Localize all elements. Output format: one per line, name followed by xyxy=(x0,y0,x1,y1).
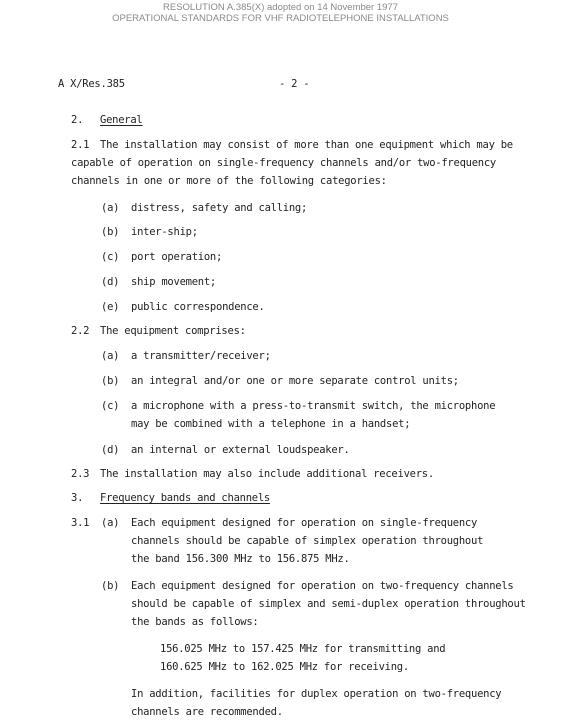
list-label: (c) xyxy=(101,400,120,412)
document-reference: A X/Res.385 xyxy=(58,78,125,90)
list-label: (e) xyxy=(101,301,120,313)
list-item: inter-ship; xyxy=(131,226,198,238)
page-number: - 2 - xyxy=(279,78,310,90)
list-label: (d) xyxy=(101,444,120,456)
list-item: distress, safety and calling; xyxy=(131,202,308,214)
list-item: an internal or external loudspeaker. xyxy=(131,444,350,456)
list-item: public correspondence. xyxy=(131,301,265,313)
list-item: a transmitter/receiver; xyxy=(131,350,271,362)
resolution-header: RESOLUTION A.385(X) adopted on 14 November 1977 xyxy=(163,2,398,13)
list-item-continued: channels are recommended. xyxy=(131,706,283,718)
paragraph-line: channels in one or more of the following categories: xyxy=(71,175,387,187)
paragraph-line: The installation may consist of more than one equipment which may be xyxy=(100,139,513,151)
list-item: Each equipment designed for operation on single-frequency xyxy=(131,517,478,529)
frequency-band: 160.625 MHz to 162.025 MHz for receiving. xyxy=(160,661,409,673)
list-item-continued: may be combined with a telephone in a handset; xyxy=(131,418,411,430)
paragraph-number: 3.1 xyxy=(71,517,90,529)
list-item: ship movement; xyxy=(131,276,217,288)
list-label: (b) xyxy=(101,375,120,387)
list-item: an integral and/or one or more separate control units; xyxy=(131,375,459,387)
list-label: (a) xyxy=(101,350,120,362)
frequency-band: 156.025 MHz to 157.425 MHz for transmitting and xyxy=(160,643,446,655)
standards-header: OPERATIONAL STANDARDS FOR VHF RADIOTELEPHONE INSTALLATIONS xyxy=(112,13,449,24)
list-label: (c) xyxy=(101,251,120,263)
section-number: 3. xyxy=(71,492,84,504)
section-number: 2. xyxy=(71,114,84,126)
paragraph-line: capable of operation on single-frequency channels and/or two-frequency xyxy=(71,157,497,169)
paragraph-line: The equipment comprises: xyxy=(100,325,246,337)
list-label: (a) xyxy=(101,517,120,529)
section-heading: Frequency bands and channels xyxy=(100,492,271,504)
paragraph-number: 2.2 xyxy=(71,325,90,337)
list-item: port operation; xyxy=(131,251,223,263)
list-label: (d) xyxy=(101,276,120,288)
list-item-continued: should be capable of simplex and semi-duplex operation throughout xyxy=(131,598,526,610)
list-item-continued: the band 156.300 MHz to 156.875 MHz. xyxy=(131,553,350,565)
list-item: a microphone with a press-to-transmit switch, the microphone xyxy=(131,400,496,412)
list-item-continued: In addition, facilities for duplex operation on two-frequency xyxy=(131,688,502,700)
list-item-continued: channels should be capable of simplex operation throughout xyxy=(131,535,484,547)
list-label: (a) xyxy=(101,202,120,214)
list-label: (b) xyxy=(101,580,120,592)
list-label: (b) xyxy=(101,226,120,238)
paragraph-line: The installation may also include additional receivers. xyxy=(100,468,434,480)
list-item-continued: the bands as follows: xyxy=(131,616,259,628)
list-item: Each equipment designed for operation on two-frequency channels xyxy=(131,580,514,592)
section-heading: General xyxy=(100,114,143,126)
paragraph-number: 2.3 xyxy=(71,468,90,480)
paragraph-number: 2.1 xyxy=(71,139,90,151)
